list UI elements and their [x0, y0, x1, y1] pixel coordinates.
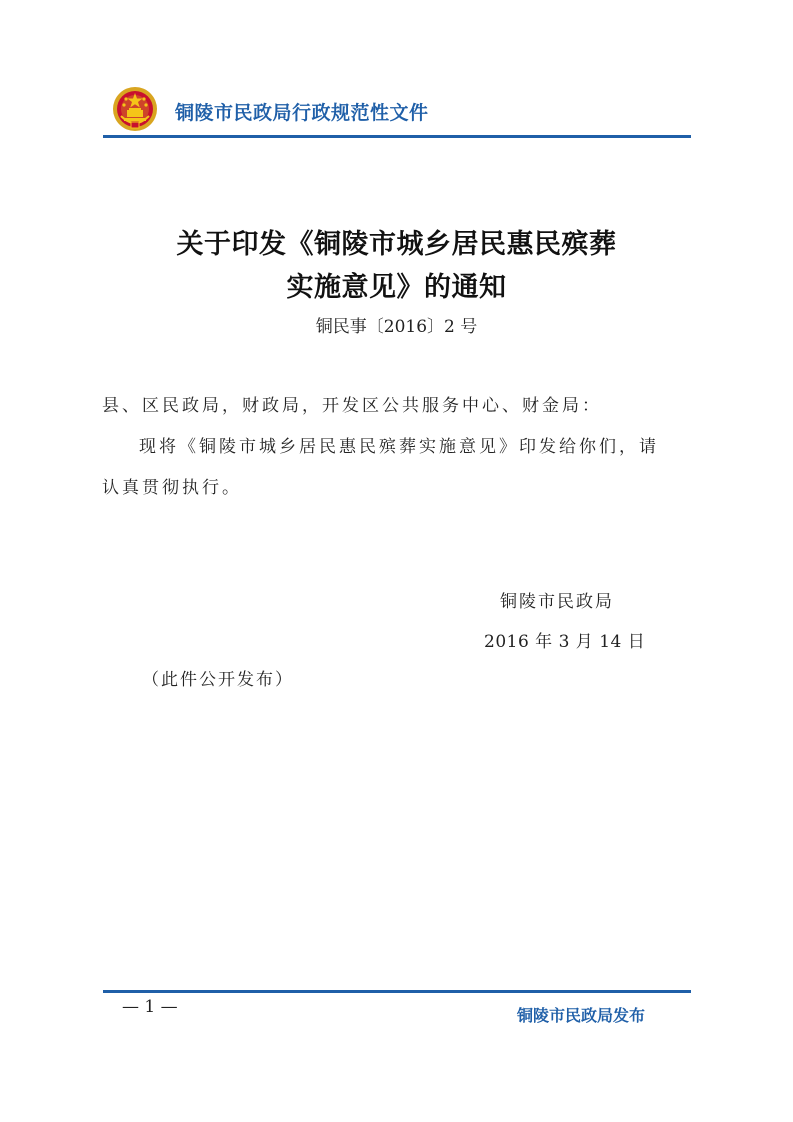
header-divider: [103, 135, 691, 138]
issue-date: 2016 年 3 月 14 日: [484, 632, 646, 652]
footer-divider: [103, 990, 691, 993]
document-number: 铜民事〔2016〕2 号: [315, 317, 478, 337]
body-paragraph-line-2: 认真贯彻执行。: [102, 478, 242, 498]
issuing-authority: 铜陵市民政局: [500, 592, 614, 612]
publication-note: （此件公开发布）: [142, 670, 294, 690]
recipients: 县、区民政局，财政局，开发区公共服务中心、财金局：: [102, 396, 602, 416]
header-title: 铜陵市民政局行政规范性文件: [175, 102, 429, 124]
page-number: — 1 —: [122, 997, 178, 1017]
body-paragraph-line-1: 现将《铜陵市城乡居民惠民殡葬实施意见》印发给你们，请: [139, 437, 659, 457]
national-emblem-icon: [112, 86, 158, 132]
document-header: [103, 82, 691, 140]
footer-publisher: 铜陵市民政局发布: [517, 1006, 646, 1025]
document-title-line-1: 关于印发《铜陵市城乡居民惠民殡葬: [176, 229, 617, 260]
document-title-line-2: 实施意见》的通知: [286, 272, 507, 303]
